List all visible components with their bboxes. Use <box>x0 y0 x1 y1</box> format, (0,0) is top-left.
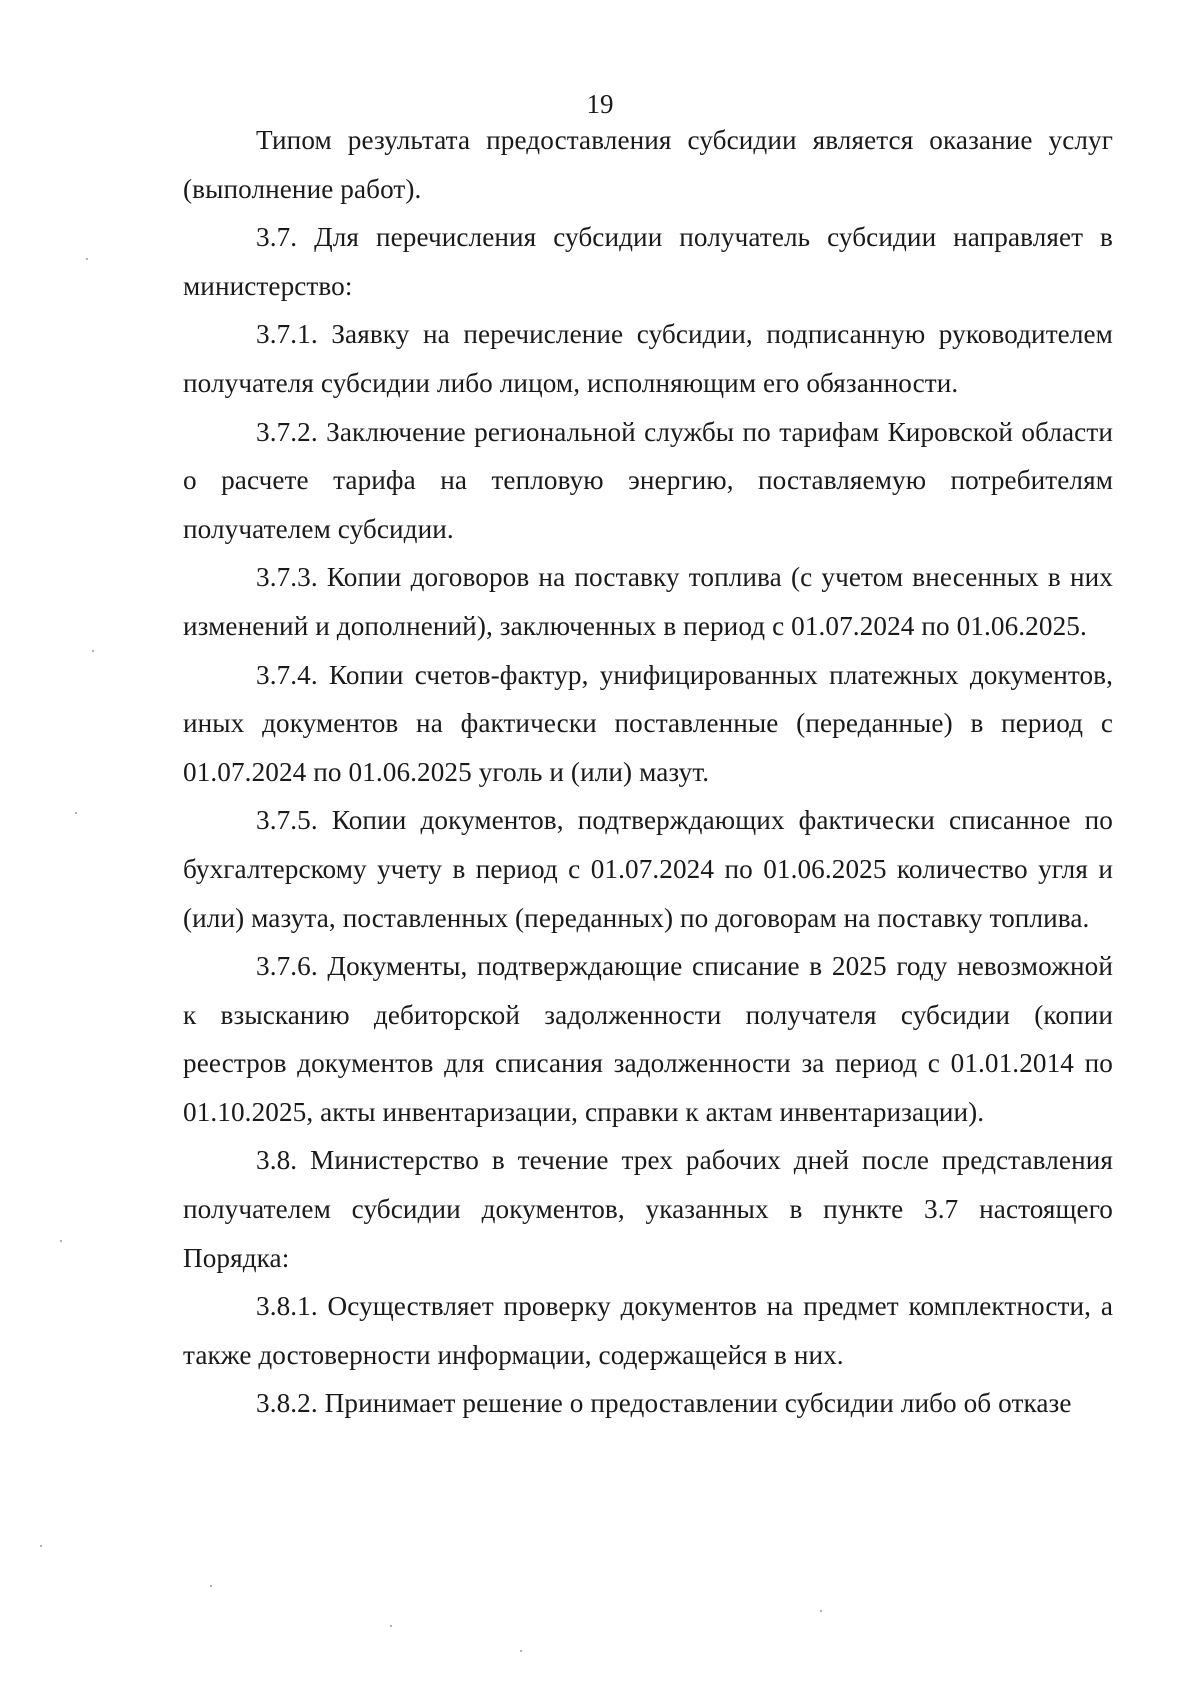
scan-speck <box>520 1650 522 1652</box>
paragraph-result-type: Типом результата предоставления субсидии является оказание услуг (выполнение работ). <box>183 125 1113 204</box>
scan-speck <box>390 1625 392 1627</box>
paragraph-3-7-2: 3.7.2. Заключение региональной службы по тарифам Кировской области о расчете тарифа на тепловую энергию, поставляемую потребителям получателем субсидии. <box>183 416 1113 544</box>
scan-speck <box>92 650 94 652</box>
paragraph-3-8: 3.8. Министерство в течение трех рабочих дней после представления получателем субсидии документов, указанных в пункте 3.7 настоящего Порядка: <box>183 1145 1113 1273</box>
paragraph-3-8-2: 3.8.2. Принимает решение о предоставлении субсидии либо об отказе <box>256 1388 1072 1419</box>
scan-speck <box>210 1585 212 1587</box>
scan-speck <box>820 1610 822 1612</box>
paragraph-3-7-3: 3.7.3. Копии договоров на поставку топлива (с учетом внесенных в них изменений и дополнений), заключенных в период с 01.07.2024 по 01.06.2025. <box>183 562 1113 641</box>
document-body <box>183 116 1113 1428</box>
page-number: 19 <box>586 89 614 119</box>
scan-speck <box>60 1240 62 1242</box>
scan-speck <box>86 258 88 260</box>
paragraph-3-7-4: 3.7.4. Копии счетов-фактур, унифицированных платежных документов, иных документов на фактически поставленные (переданные) в период с 01.07.2024 по 01.06.2025 уголь и (или) мазут. <box>183 659 1113 787</box>
paragraph-3-7-6: 3.7.6. Документы, подтверждающие списание в 2025 году невозможной к взысканию дебиторской задолженности получателя субсидии (копии реестров документов для списания задолженности за период с 01.01.2014 по 01.10.2025, акты инвентаризации, справки к актам инвентаризации). <box>183 951 1113 1127</box>
paragraph-3-7: 3.7. Для перечисления субсидии получатель субсидии направляет в министерство: <box>183 222 1113 301</box>
scan-speck <box>40 1545 42 1547</box>
paragraph-3-7-5: 3.7.5. Копии документов, подтверждающих фактически списанное по бухгалтерскому учету в период с 01.07.2024 по 01.06.2025 количество угля и (или) мазута, поставленных (переданных) по договорам на поставку топлива. <box>183 805 1113 933</box>
paragraph-3-7-1: 3.7.1. Заявку на перечисление субсидии, подписанную руководителем получателя субсидии либо лицом, исполняющим его обязанности. <box>183 319 1113 398</box>
paragraph-3-8-1: 3.8.1. Осуществляет проверку документов на предмет комплектности, а также достоверности информации, содержащейся в них. <box>183 1291 1113 1370</box>
scan-speck <box>75 812 77 814</box>
